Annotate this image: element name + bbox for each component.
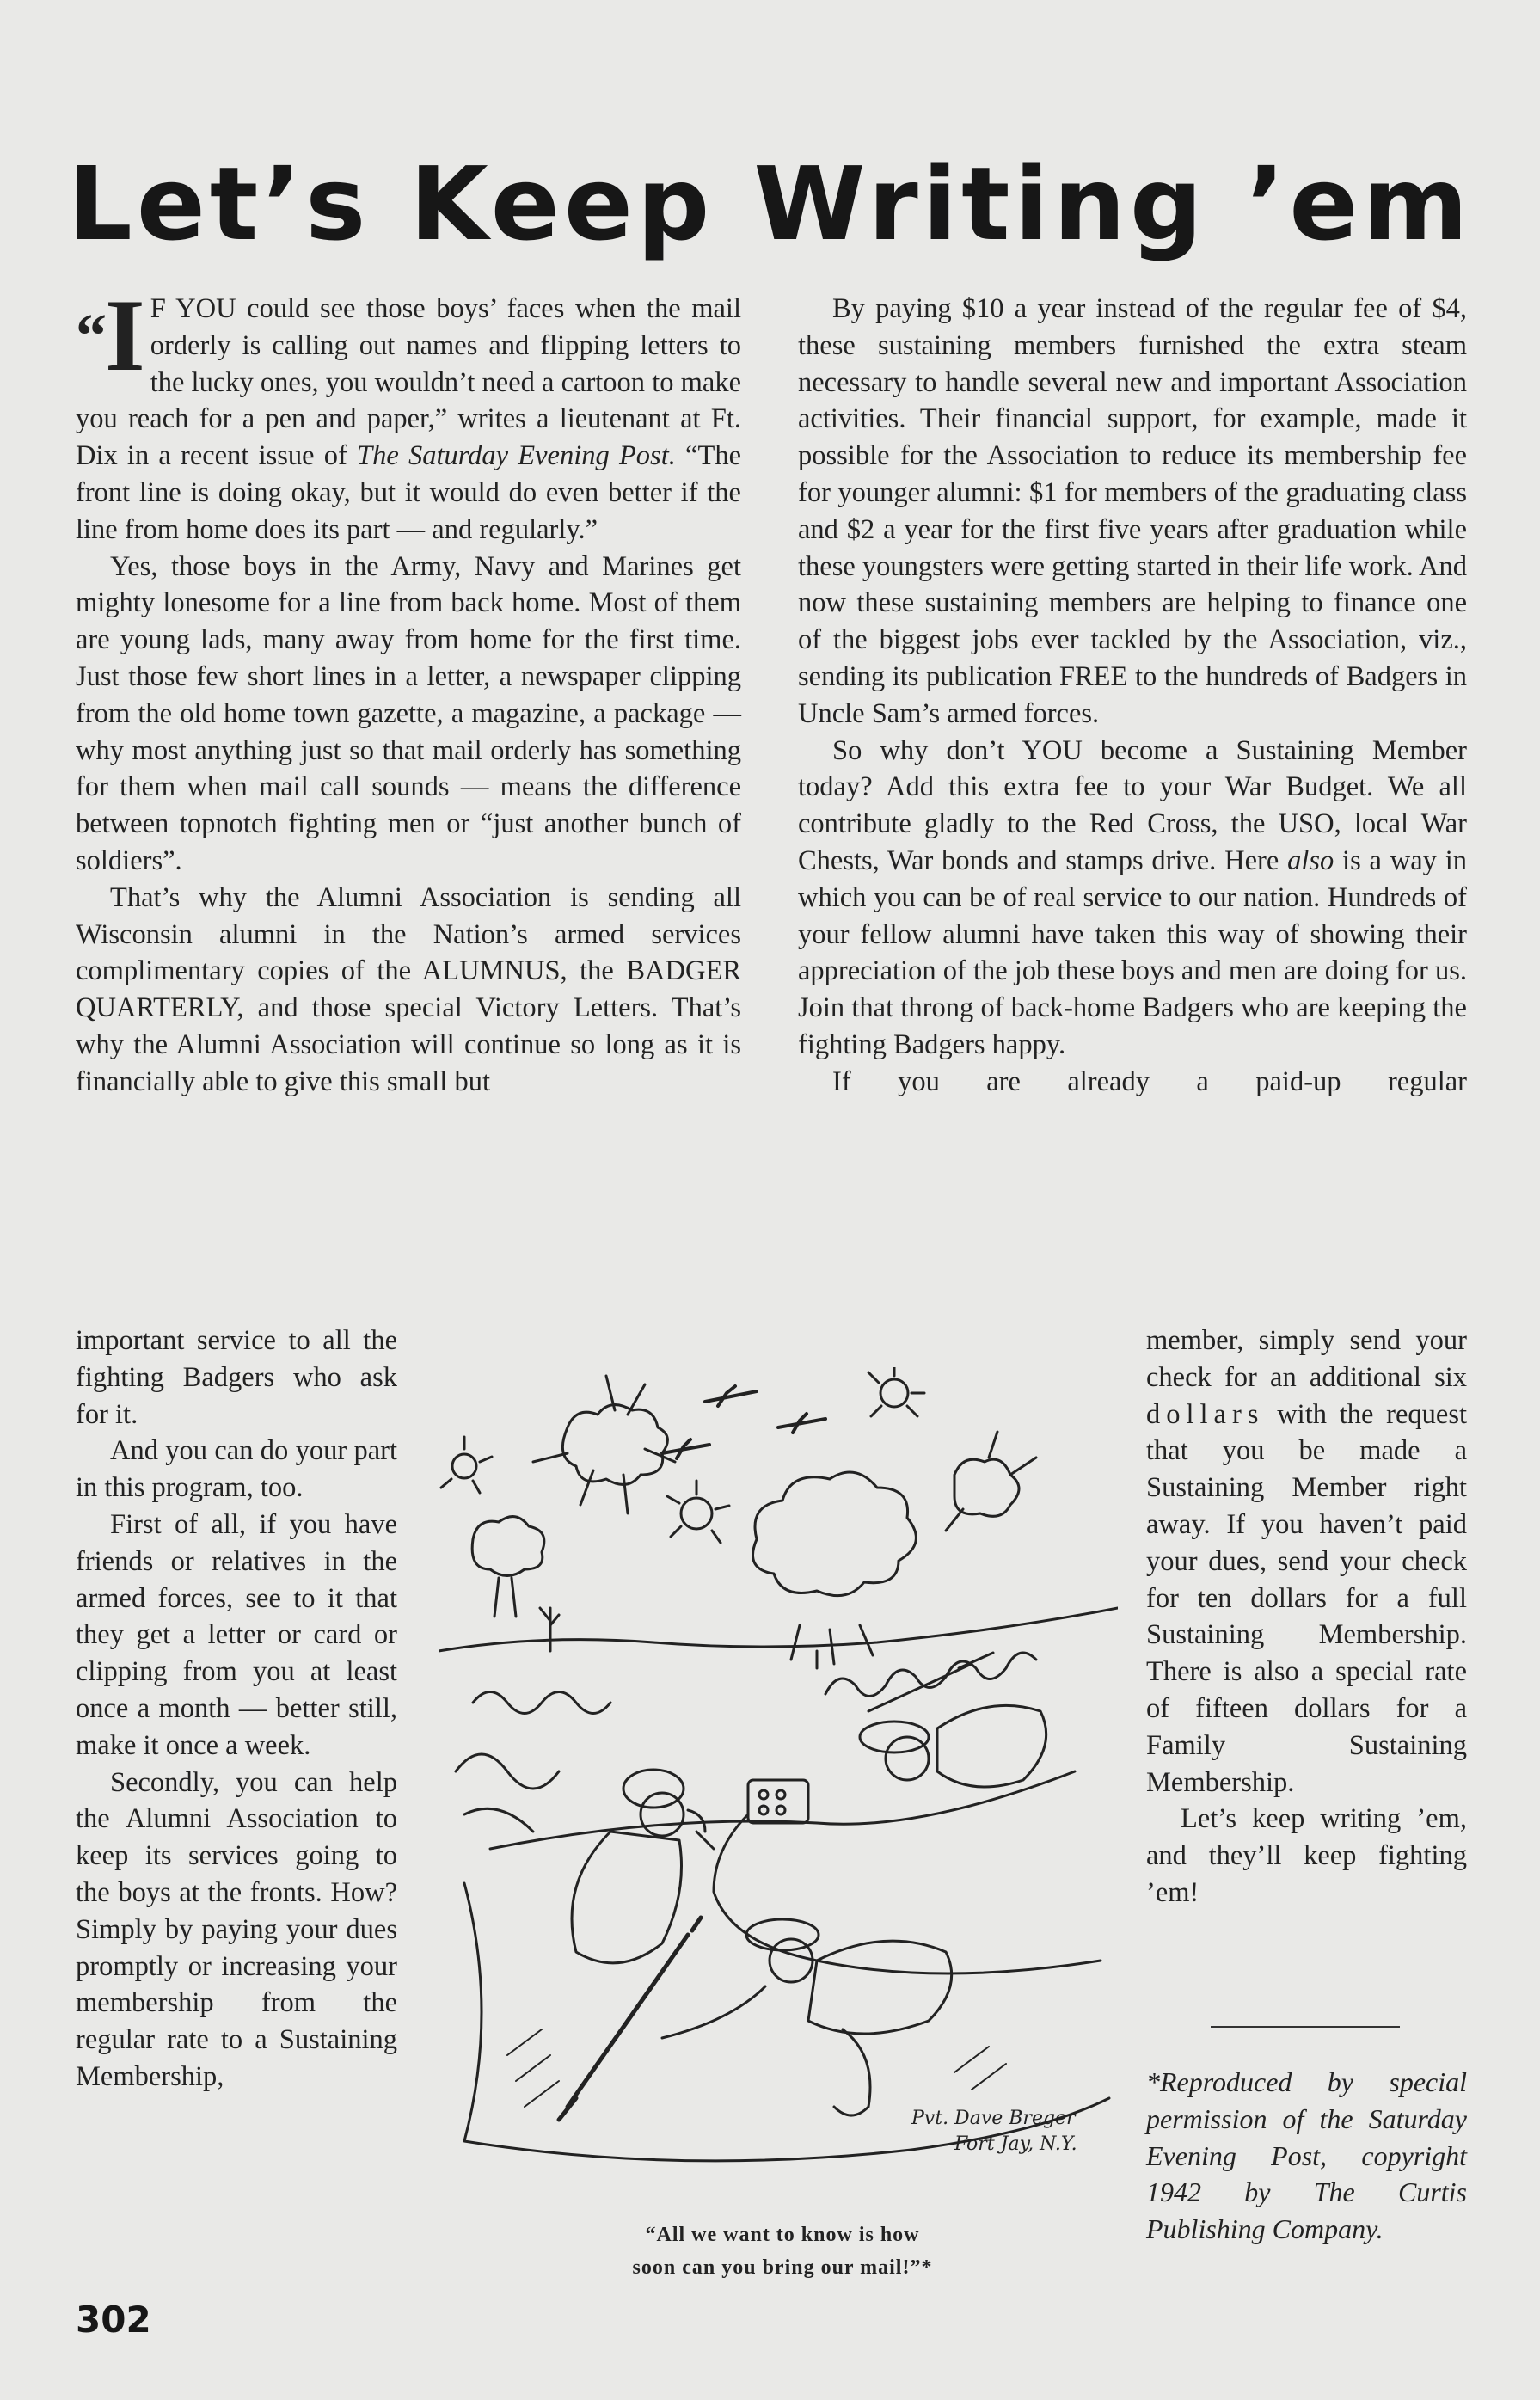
page-number: 302	[76, 2299, 151, 2341]
paragraph-text: is a way in which you can be of real service to our nation. Hundreds of your fellow alumni have taken this way of showing their appreciation of the job these boys and men are doing for us. Join that throng of back-home Badgers who are keeping the fighting Badgers happy.	[798, 844, 1467, 1060]
paragraph: important service to all the fighting Badgers who ask for it.	[76, 1325, 397, 1430]
caption-line: “All we want to know is how	[645, 2224, 920, 2246]
paragraph-text: “The front line is doing okay, but it would do even better if the line from home does its part — and regularly.”	[76, 440, 741, 545]
paragraph: Yes, those boys in the Army, Navy and Marines get mighty lonesome for a line from back home. Most of them are young lads, many away from home for the first time. Just those few short lines in a letter, a newspaper clipping from the old home town gazette, a magazine, a package — why most anything just so that mail orderly has something for them when mail call sounds — means the difference between topnotch fighting men or “just another bunch of soldiers”.	[76, 550, 741, 876]
drop-cap	[76, 278, 144, 392]
column-left-top	[76, 278, 741, 1101]
column-right-bottom	[1146, 1323, 1467, 1912]
emphasis: also	[1287, 844, 1334, 876]
paragraph	[798, 733, 1467, 1064]
explosion-icon	[667, 1481, 729, 1543]
artist-signature: Pvt. Dave Breger	[911, 2108, 1076, 2129]
explosion-icon	[533, 1376, 675, 1513]
paragraph-text: F YOU could see those boys’ faces when the mail orderly is calling out names and flipping letters to the lucky ones, you wouldn’t need a cartoon to make you reach for a pen and paper,” writes a lieutenant at Ft. Dix in a recent issue of	[76, 293, 741, 472]
paragraph: If you are already a paid-up regular	[832, 1065, 1467, 1097]
column-left-bottom	[76, 1323, 397, 2096]
footnote: *Reproduced by special permission of the Saturday Evening Post, copyright 1942 by The Curtis Publishing Company.	[1146, 2066, 1467, 2245]
soldier-figure	[662, 1919, 952, 2115]
explosion-icon	[472, 1517, 544, 1617]
caption-line: soon can you bring our mail!”*	[632, 2256, 933, 2279]
article-title: Let’s Keep Writing ’em	[67, 144, 1473, 263]
cartoon-illustration	[439, 1367, 1118, 2210]
explosion-icon	[441, 1437, 492, 1493]
barbed-wire-icon	[456, 1653, 1036, 1832]
paragraph: Let’s keep writing ’em, and they’ll keep fighting ’em!	[1146, 1803, 1467, 1908]
paragraph: And you can do your part in this program, too.	[76, 1435, 397, 1504]
field-radio-icon	[748, 1780, 808, 1823]
explosion-icon	[946, 1432, 1036, 1531]
explosion-icon	[753, 1472, 917, 1668]
paragraph: First of all, if you have friends or relatives in the armed forces, see to it that they get a letter or card or clipping from you at least once a month — better still, make it once a week.	[76, 1508, 397, 1761]
paragraph: Secondly, you can help the Alumni Association to keep its services going to the boys at the fronts. How? Simply by paying your dues promptly or increasing your membership from the regular rate to a Sustaining Membership,	[76, 1766, 397, 2092]
drop-cap-letter: I	[105, 278, 144, 392]
airplane-icon	[662, 1386, 825, 1458]
paragraph: By paying $10 a year instead of the regular fee of $4, these sustaining members furnished the extra steam necessary to handle several new and important Association activities. Their financial support, for example, made it possible for the Association to reduce its membership fee for younger alumni: $1 for members of the graduating class and $2 a year for the first five years after graduation while these youngsters were getting started in their life work. And now these sustaining members are helping to finance one of the biggest jobs ever tackled by the Association, viz., sending its publication FREE to the hundreds of Badgers in Uncle Sam’s armed forces.	[798, 293, 1468, 729]
explosion-icon	[868, 1367, 924, 1416]
paragraph-text: So why don’t YOU become a Sustaining Member today? Add this extra fee to your War Budget. We all contribute gladly to the Red Cross, the USO, local War Chests, War bonds and stamps drive. Here	[798, 734, 1467, 876]
paragraph-text: with the request that you be made a Sustaining Member right away. If you haven’t paid your dues, send your check for ten dollars for a full Sustaining Membership. There is also a special rate of fifteen dollars for a Family Sustaining Membership.	[1146, 1398, 1467, 1798]
footnote-divider	[1211, 2026, 1400, 2028]
drop-cap-quote: “	[76, 301, 105, 370]
horizon	[439, 1608, 1118, 1651]
dead-tree-icon	[540, 1608, 559, 1651]
artist-location: Fort Jay, N.Y.	[954, 2133, 1077, 2155]
paragraph	[76, 278, 741, 549]
publication-name: The Saturday Evening Post.	[357, 440, 676, 472]
trench	[464, 1771, 1109, 2161]
paragraph	[1146, 1323, 1467, 1801]
column-right-top	[798, 291, 1467, 1101]
soldier-figure	[572, 1770, 1101, 1973]
spaced-word: dollars	[1146, 1398, 1265, 1430]
rifle-icon	[559, 1918, 701, 2120]
paragraph: That’s why the Alumni Association is sending all Wisconsin alumni in the Nation’s armed services complimentary copies of the ALUMNUS, the BADGER QUARTERLY, and those special Victory Letters. That’s why the Alumni Association will continue so long as it is financially able to give this small but	[76, 881, 741, 1097]
soldier-figure	[860, 1653, 1046, 1787]
cartoon-caption	[447, 2219, 1118, 2284]
paragraph-text: member, simply send your check for an additional six	[1146, 1325, 1467, 1393]
